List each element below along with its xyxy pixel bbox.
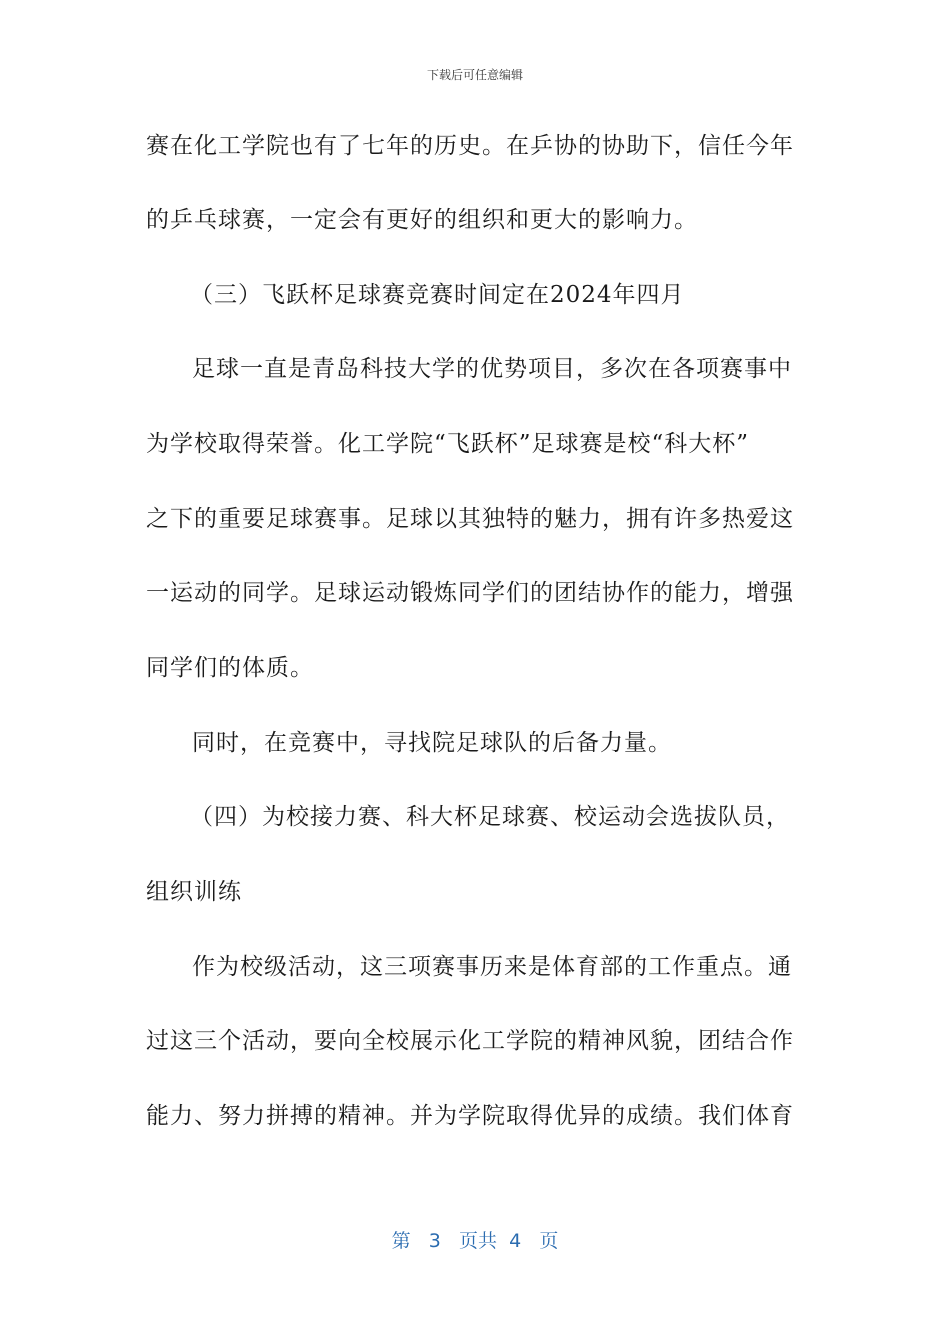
body-line-12: 作为校级活动，这三项赛事历来是体育部的工作重点。通 bbox=[192, 954, 792, 980]
body-line-6: 之下的重要足球赛事。足球以其独特的魅力，拥有许多热爱这 bbox=[146, 506, 794, 532]
section-heading-3: （三）飞跃杯足球赛竞赛时间定在2024年四月 bbox=[190, 282, 685, 308]
section-heading-4: （四）为校接力赛、科大杯足球赛、校运动会选拔队员， bbox=[190, 804, 790, 830]
body-line-5: 为学校取得荣誉。化工学院“飞跃杯”足球赛是校“科大杯” bbox=[146, 431, 750, 457]
body-line-4: 足球一直是青岛科技大学的优势项目，多次在各项赛事中 bbox=[192, 356, 792, 382]
footer-current-page: 3 bbox=[428, 1230, 441, 1252]
footer-suffix: 页 bbox=[539, 1230, 559, 1252]
page-header-note: 下载后可任意编辑 bbox=[426, 68, 523, 82]
body-line-1: 赛在化工学院也有了七年的历史。在乒协的协助下，信任今年 bbox=[146, 133, 794, 159]
footer-prefix: 第 bbox=[391, 1230, 411, 1252]
section-heading-4-cont: 组织训练 bbox=[146, 879, 242, 905]
body-line-2: 的乒乓球赛，一定会有更好的组织和更大的影响力。 bbox=[146, 207, 698, 233]
body-line-9: 同时，在竞赛中，寻找院足球队的后备力量。 bbox=[192, 730, 672, 756]
body-line-14: 能力、努力拼搏的精神。并为学院取得优异的成绩。我们体育 bbox=[146, 1103, 794, 1129]
footer-middle: 页共 bbox=[459, 1230, 498, 1252]
body-line-7: 一运动的同学。足球运动锻炼同学们的团结协作的能力，增强 bbox=[146, 580, 794, 606]
page-footer bbox=[0, 1226, 950, 1253]
body-line-8: 同学们的体质。 bbox=[146, 655, 314, 681]
footer-total-pages: 4 bbox=[509, 1230, 522, 1252]
body-line-13: 过这三个活动，要向全校展示化工学院的精神风貌，团结合作 bbox=[146, 1028, 794, 1054]
